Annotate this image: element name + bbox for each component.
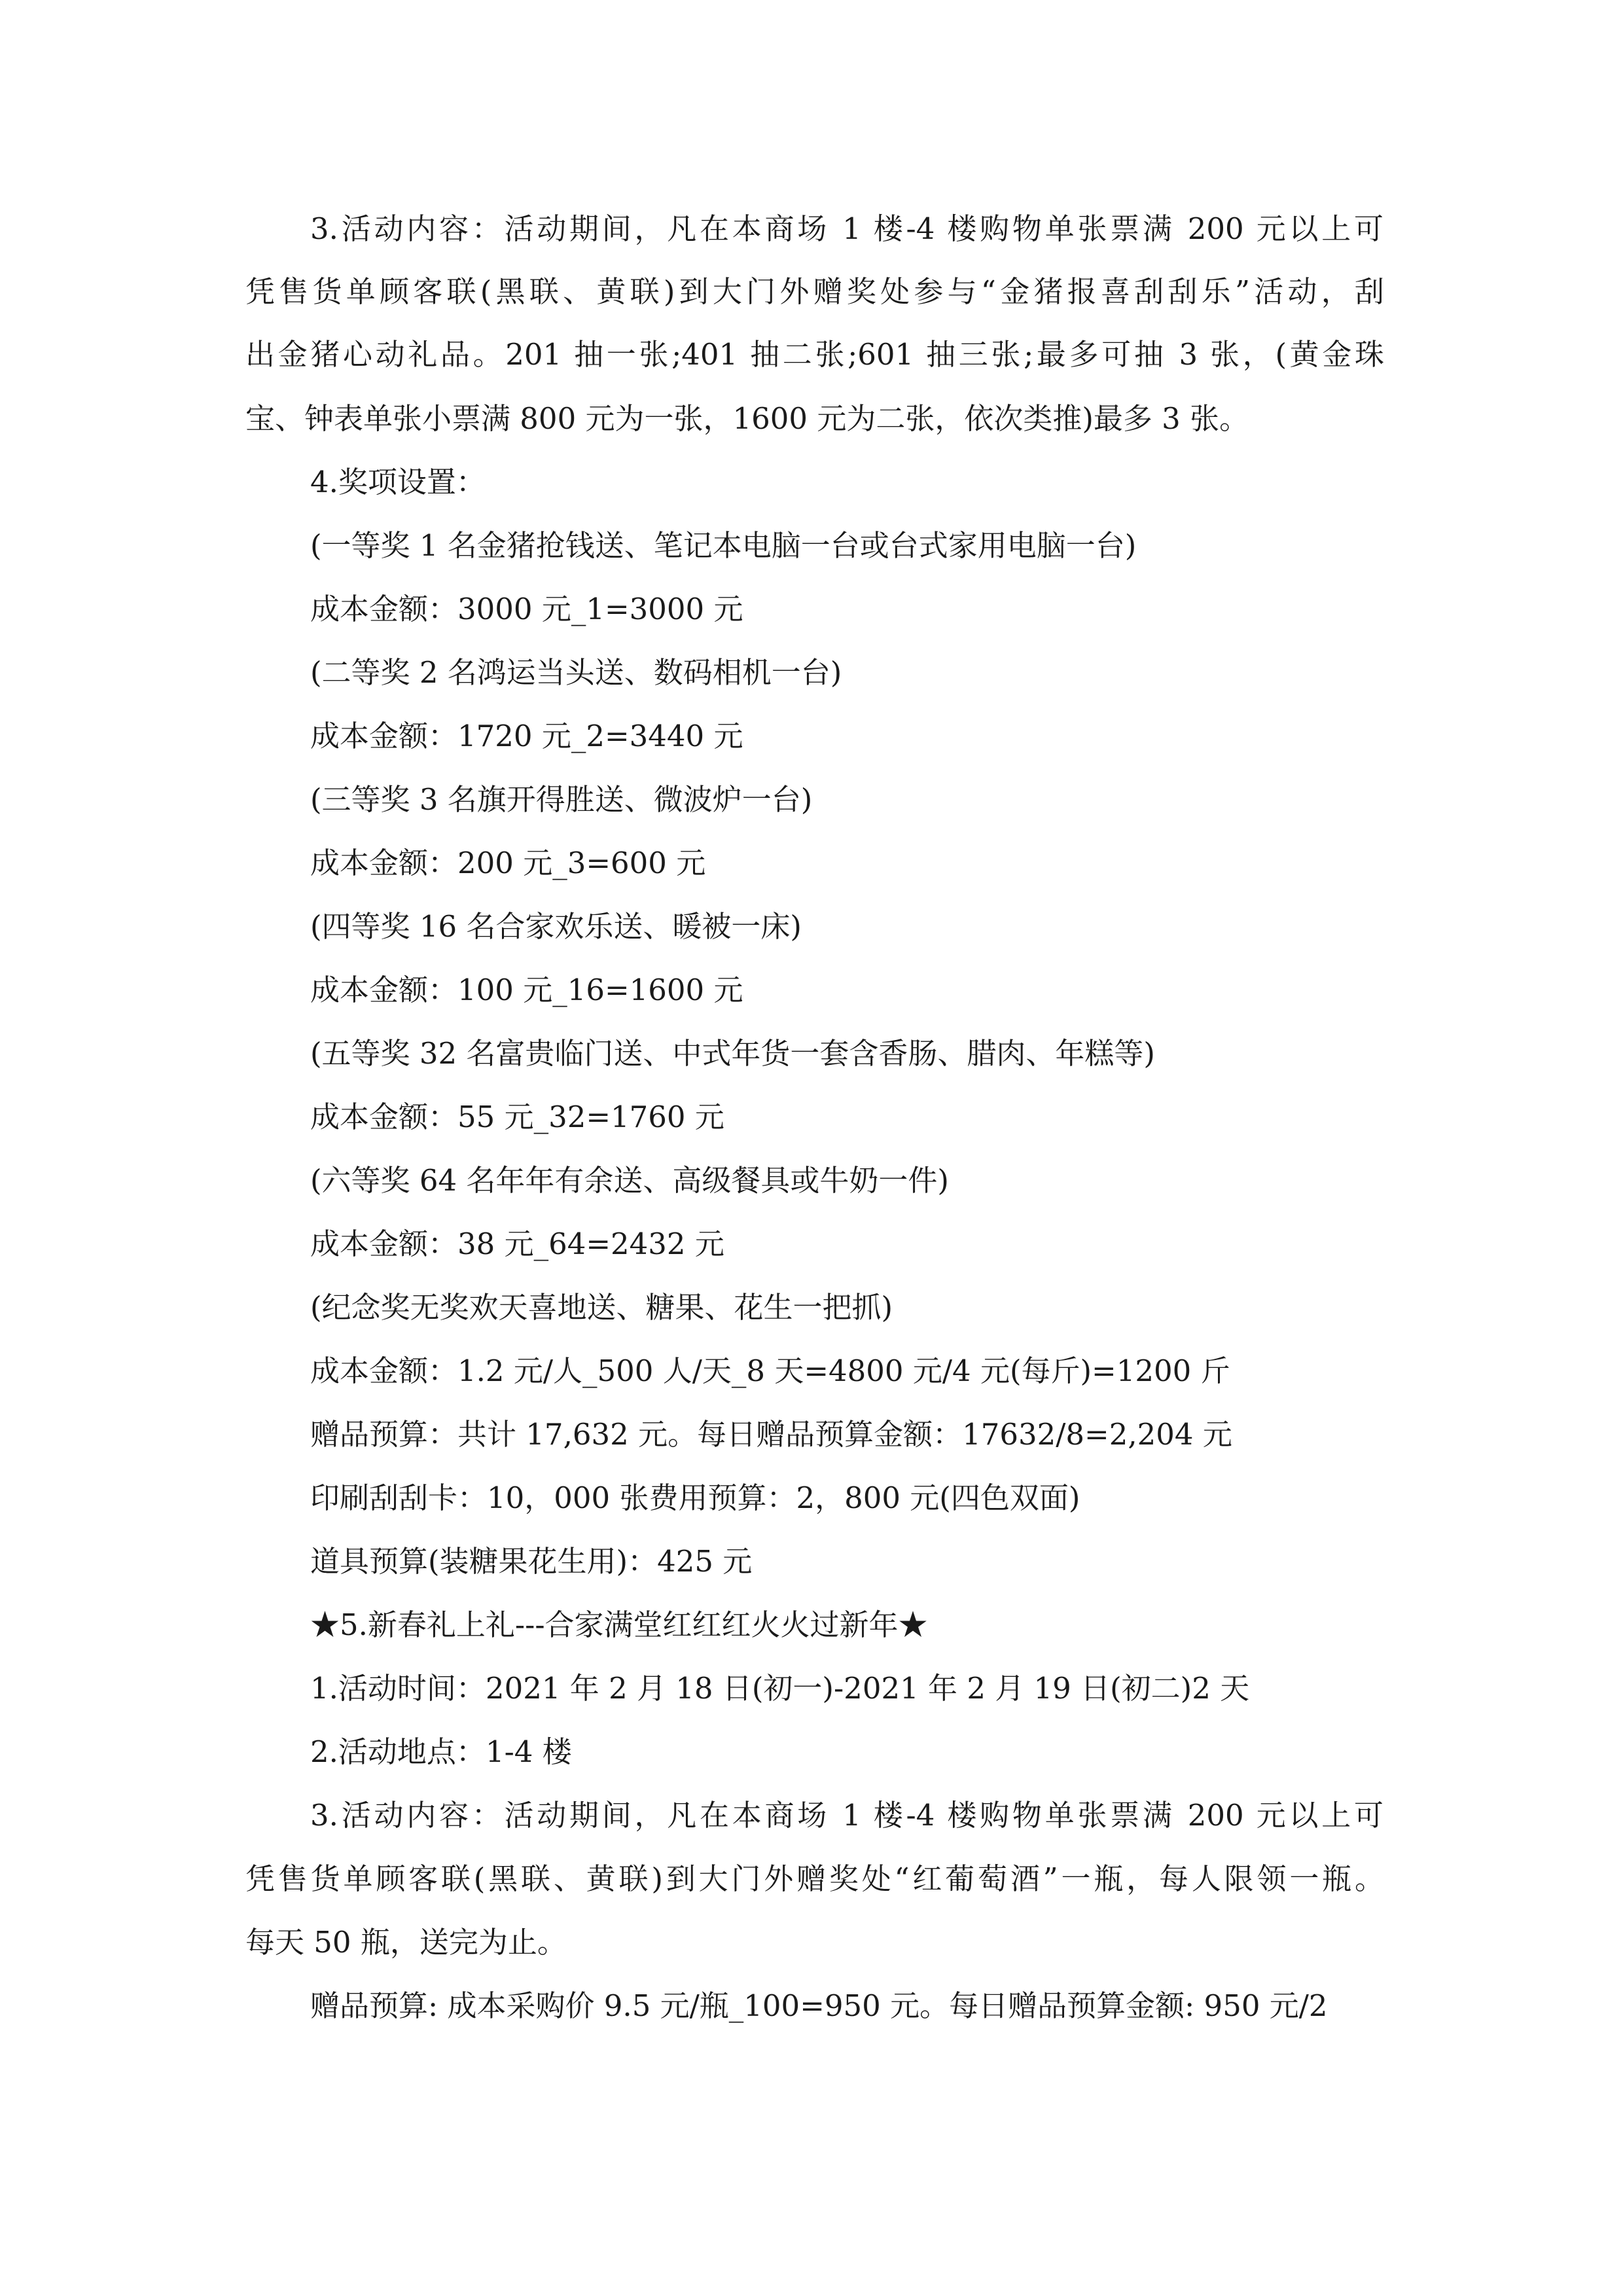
cost-souvenir: 成本金额：1.2 元/人_500 人/天_8 天=4800 元/4 元(每斤)=1200 斤 [310,1354,1230,1388]
prize-second: (二等奖 2 名鸿运当头送、数码相机一台) [310,655,842,690]
paragraph-line-activity-content-2: 3.活动内容：活动期间，凡在本商场 1 楼-4 楼购物单张票满 200 元以上可 [310,1798,1383,1833]
cost-sixth: 成本金额：38 元_64=2432 元 [310,1227,724,1261]
prize-fifth: (五等奖 32 名富贵临门送、中式年货一套含香肠、腊肉、年糕等) [310,1036,1155,1071]
prize-sixth: (六等奖 64 名年年有余送、高级餐具或牛奶一件) [310,1163,949,1198]
section-heading-new-year: ★5.新春礼上礼---合家满堂红红红火火过新年★ [310,1607,928,1642]
prize-souvenir: (纪念奖无奖欢天喜地送、糖果、花生一把抓) [310,1290,893,1325]
cost-second: 成本金额：1720 元_2=3440 元 [310,719,743,753]
paragraph-line: 凭售货单顾客联(黑联、黄联)到大门外赠奖处参与“金猪报喜刮刮乐”活动，刮 [245,274,1384,309]
activity-time: 1.活动时间：2021 年 2 月 18 日(初一)-2021 年 2 月 19 日(初二)2 天 [310,1671,1250,1706]
gift-budget-wine: 赠品预算: 成本采购价 9.5 元/瓶_100=950 元。每日赠品预算金额: 950 元/2 [310,1988,1328,2023]
cost-fifth: 成本金额：55 元_32=1760 元 [310,1100,724,1134]
section-heading-prizes: 4.奖项设置： [310,465,486,499]
paragraph-line: 每天 50 瓶，送完为止。 [245,1925,567,1960]
cost-third: 成本金额：200 元_3=600 元 [310,846,706,880]
prize-third: (三等奖 3 名旗开得胜送、微波炉一台) [310,782,813,817]
prize-fourth: (四等奖 16 名合家欢乐送、暖被一床) [310,909,802,944]
prize-first: (一等奖 1 名金猪抢钱送、笔记本电脑一台或台式家用电脑一台) [310,528,1137,563]
props-budget: 道具预算(装糖果花生用)：425 元 [310,1544,753,1579]
cost-fourth: 成本金额：100 元_16=1600 元 [310,973,743,1007]
printing-budget: 印刷刮刮卡：10，000 张费用预算：2，800 元(四色双面) [310,1480,1080,1515]
paragraph-line: 凭售货单顾客联(黑联、黄联)到大门外赠奖处“红葡萄酒”一瓶，每人限领一瓶。 [245,1861,1384,1896]
cost-first: 成本金额：3000 元_1=3000 元 [310,592,743,626]
gift-budget: 赠品预算：共计 17,632 元。每日赠品预算金额：17632/8=2,204 元 [310,1417,1232,1452]
paragraph-line: 出金猪心动礼品。201 抽一张;401 抽二张;601 抽三张;最多可抽 3 张，(黄金珠 [245,337,1384,372]
paragraph-line: 宝、钟表单张小票满 800 元为一张，1600 元为二张，依次类推)最多 3 张。 [245,401,1249,436]
activity-location: 2.活动地点：1-4 楼 [310,1734,572,1769]
paragraph-line-activity-content: 3.活动内容：活动期间，凡在本商场 1 楼-4 楼购物单张票满 200 元以上可 [310,211,1383,246]
